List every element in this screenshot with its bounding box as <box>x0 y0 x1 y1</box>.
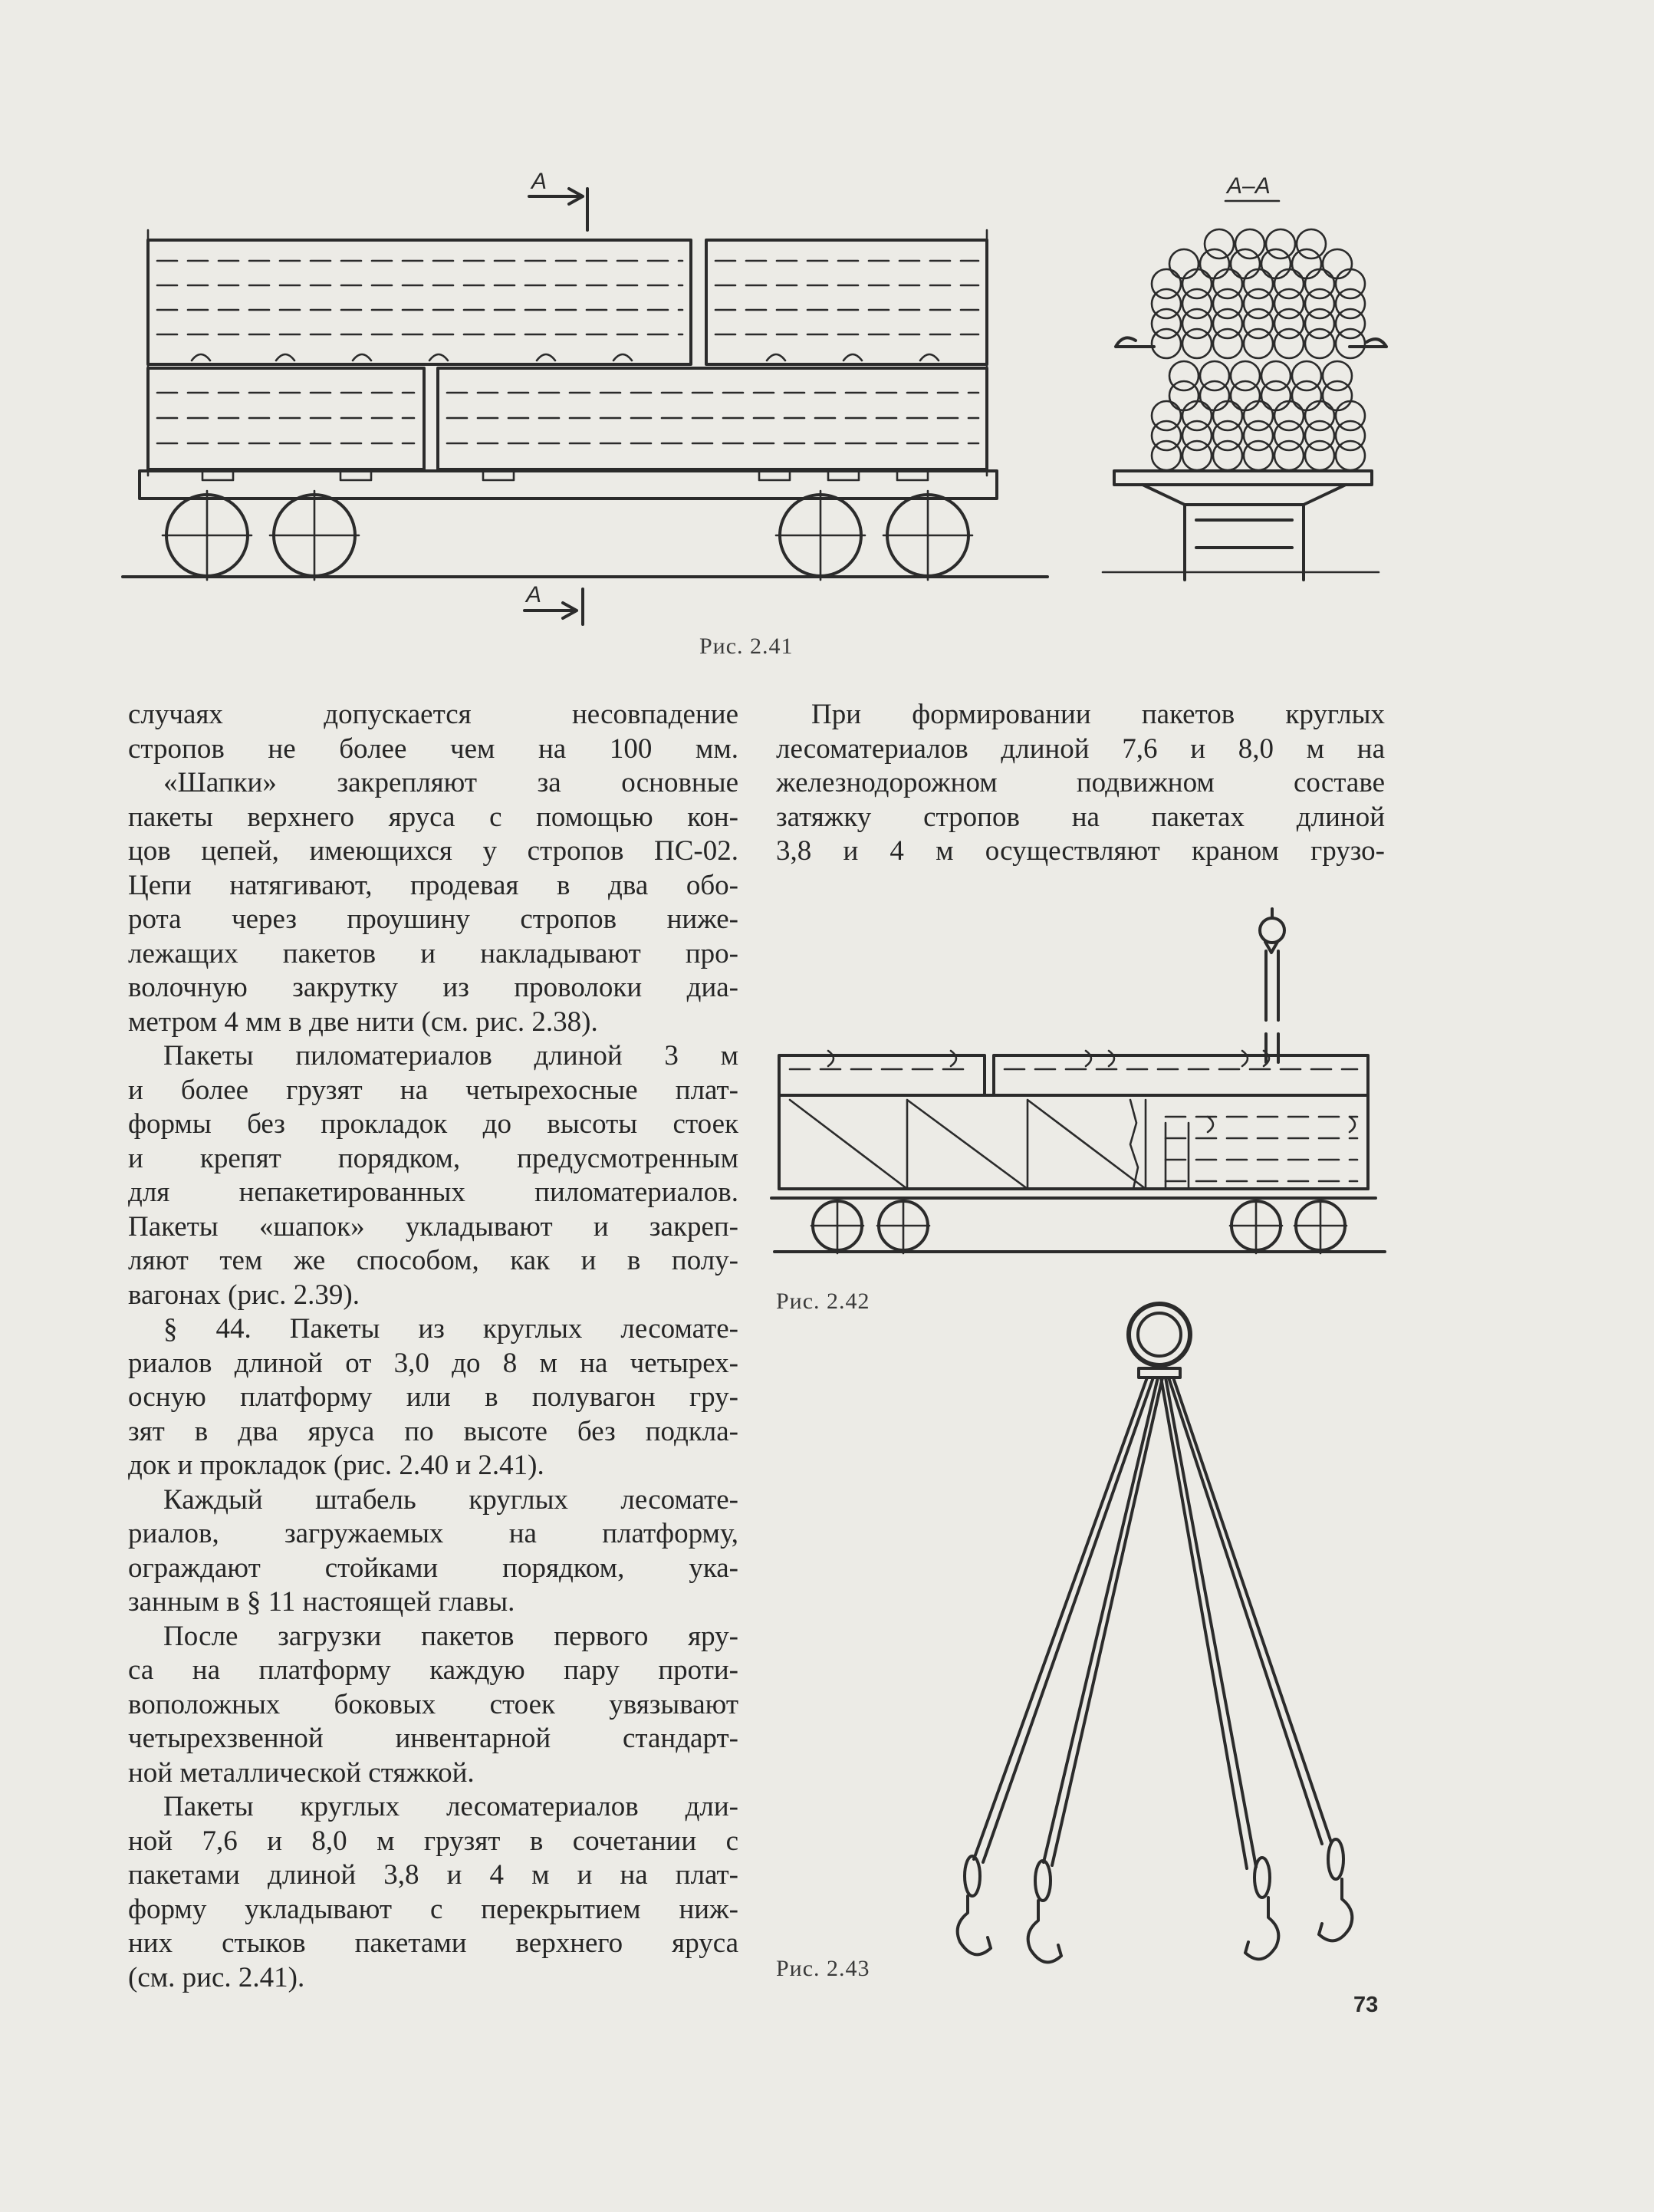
text-line: и крепят порядком, предусмотренным <box>128 1142 738 1174</box>
text-line: железнодорожном подвижном составе <box>776 767 1385 798</box>
text-line: ограждают стойками порядком, ука- <box>128 1552 738 1584</box>
text-line: ной 7,6 и 8,0 м грузят в сочетании с <box>128 1825 738 1857</box>
text-line: После загрузки пакетов первого яру- <box>163 1620 738 1652</box>
text-line: них стыков пакетами верхнего яруса <box>128 1927 738 1959</box>
text-line: Пакеты круглых лесоматериалов дли- <box>163 1791 738 1822</box>
text-line: (см. рис. 2.41). <box>128 1961 305 1993</box>
section-mark-bottom: А <box>526 582 542 607</box>
text-line: четырехзвенной инвентарной стандарт- <box>128 1723 738 1754</box>
text-line: волочную закрутку из проволоки диа- <box>128 972 738 1003</box>
left-text-column <box>128 698 738 1995</box>
text-line: Каждый штабель круглых лесомате- <box>163 1483 738 1516</box>
text-line: пакеты верхнего яруса с помощью кон- <box>128 801 738 833</box>
text-line: Пакеты пиломатериалов длиной 3 м <box>163 1040 738 1071</box>
text-line: Пакеты «шапок» укладывают и закреп- <box>128 1210 738 1243</box>
text-line: «Шапки» закрепляют за основные <box>163 767 738 798</box>
text-line: ляют тем же способом, как и в полу- <box>128 1245 738 1276</box>
text-line: ной металлической стяжкой. <box>128 1756 475 1789</box>
text-line: занным в § 11 настоящей главы. <box>128 1586 515 1618</box>
figure-2-41-caption: Рис. 2.41 <box>699 634 794 659</box>
text-line: са на платформу каждую пару проти- <box>128 1654 738 1686</box>
text-line: пакетами длиной 3,8 и 4 м и на плат- <box>128 1859 738 1891</box>
page-number: 73 <box>1353 1993 1379 2017</box>
text-line: затяжку стропов на пакетах длиной <box>776 801 1385 833</box>
text-line: 3,8 и 4 м осуществляют краном грузо- <box>776 835 1385 867</box>
text-line: лесоматериалов длиной 7,6 и 8,0 м на <box>776 732 1385 765</box>
text-line: случаях допускается несовпадение <box>128 699 738 730</box>
text-line: форму укладывают с перекрытием ниж- <box>128 1893 738 1925</box>
text-line: метром 4 мм в две нити (см. рис. 2.38). <box>128 1006 598 1038</box>
text-line: и более грузят на четырехосные плат- <box>128 1074 738 1106</box>
text-line: зят в два яруса по высоте без подкла- <box>128 1415 738 1447</box>
text-line: формы без прокладок до высоты стоек <box>128 1108 738 1140</box>
text-line: риалов длиной от 3,0 до 8 м на четырех- <box>128 1347 738 1379</box>
figure-2-43-caption: Рис. 2.43 <box>776 1956 870 1981</box>
text-line: При формировании пакетов круглых <box>811 699 1385 730</box>
section-mark-top: А <box>531 169 547 194</box>
text-line: Цепи натягивают, продевая в два обо- <box>128 869 738 901</box>
text-line: рота через проушину стропов ниже- <box>128 904 738 935</box>
right-text-column <box>776 698 1385 869</box>
text-line: для непакетированных пиломатериалов. <box>128 1177 738 1208</box>
text-line: док и прокладок (рис. 2.40 и 2.41). <box>128 1450 544 1481</box>
text-line: воположных боковых стоек увязывают <box>128 1688 738 1720</box>
text-line: лежащих пакетов и накладывают про- <box>128 937 738 969</box>
text-line: осную платформу или в полувагон гру- <box>128 1381 738 1413</box>
text-line: цов цепей, имеющихся у стропов ПС-02. <box>128 835 738 867</box>
text-line: стропов не более чем на 100 мм. <box>128 732 738 765</box>
text-line: § 44. Пакеты из круглых лесомате- <box>163 1313 738 1345</box>
figure-2-42-caption: Рис. 2.42 <box>776 1289 870 1314</box>
section-title: А–А <box>1227 173 1271 199</box>
text-line: вагонах (рис. 2.39). <box>128 1279 360 1311</box>
text-line: риалов, загружаемых на платформу, <box>128 1518 738 1549</box>
